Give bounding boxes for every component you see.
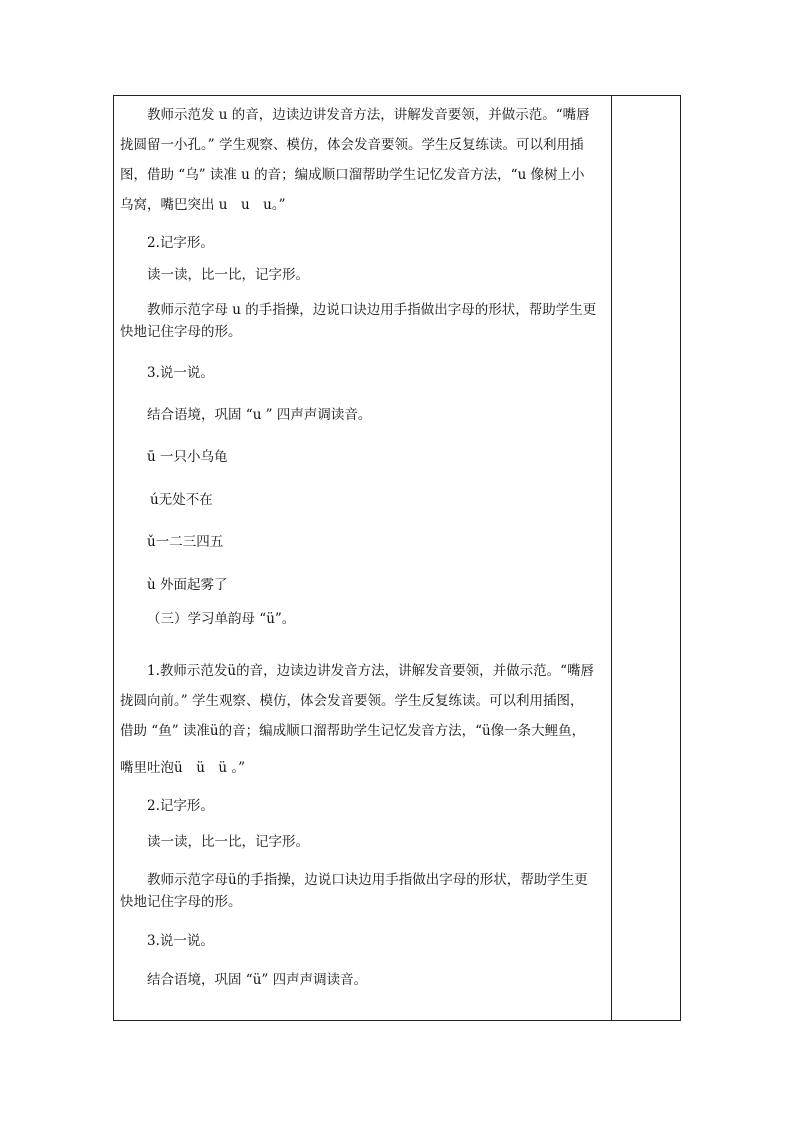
tone-example: ù 外面起雾了 [147, 577, 228, 593]
tone-example: ū 一只小乌龟 [147, 449, 228, 465]
step-text: 结合语境，巩固 “ü” 四声声调读音。 [147, 972, 368, 988]
step-heading: 3.说一说。 [147, 933, 214, 949]
text-line: 拢圆向前。” 学生观察、模仿，体会发音要领。学生反复练读。可以利用插图， [120, 693, 584, 709]
section-heading: （三）学习单韵母 “ü”。 [147, 611, 296, 627]
text-line: 嘴里吐泡ü ü ü 。” [120, 760, 246, 776]
notes-cell [612, 96, 680, 1020]
tone-example: ú无处不在 [150, 492, 213, 508]
text-line: 快地记住字母的形。 [120, 894, 242, 910]
step-heading: 2.记字形。 [147, 235, 214, 251]
tone-example: ǔ一二三四五 [147, 534, 224, 550]
text-line: 图，借助 “乌” 读准 u 的音；编成顺口溜帮助学生记忆发音方法，“u 像树上小 [120, 167, 585, 183]
text-line: 乌窝，嘴巴突出 u u u。” [120, 197, 286, 213]
lesson-table [113, 95, 681, 1021]
text-line: 教师示范发 u 的音，边读边讲发音方法，讲解发音要领，并做示范。“嘴唇 [147, 107, 590, 123]
text-line: 快地记住字母的形。 [120, 324, 242, 340]
step-text: 读一读，比一比，记字形。 [147, 267, 309, 283]
text-line: 教师示范字母ü的手指操，边说口诀边用手指做出字母的形状，帮助学生更 [147, 872, 588, 888]
text-line: 拢圆留一小孔。” 学生观察、模仿，体会发音要领。学生反复练读。可以利用插 [120, 137, 584, 153]
step-heading: 3.说一说。 [147, 365, 214, 381]
step-heading: 2.记字形。 [147, 798, 214, 814]
step-text: 结合语境，巩固 “u ” 四声声调读音。 [147, 407, 372, 423]
text-line: 1.教师示范发ü的音，边读边讲发音方法，讲解发音要领，并做示范。“嘴唇 [147, 663, 594, 679]
step-text: 读一读，比一比，记字形。 [147, 834, 309, 850]
text-line: 借助 “鱼” 读准ü的音；编成顺口溜帮助学生记忆发音方法，“ü像一条大鲤鱼， [120, 723, 586, 739]
text-line: 教师示范字母 u 的手指操，边说口诀边用手指做出字母的形状，帮助学生更 [147, 302, 597, 318]
